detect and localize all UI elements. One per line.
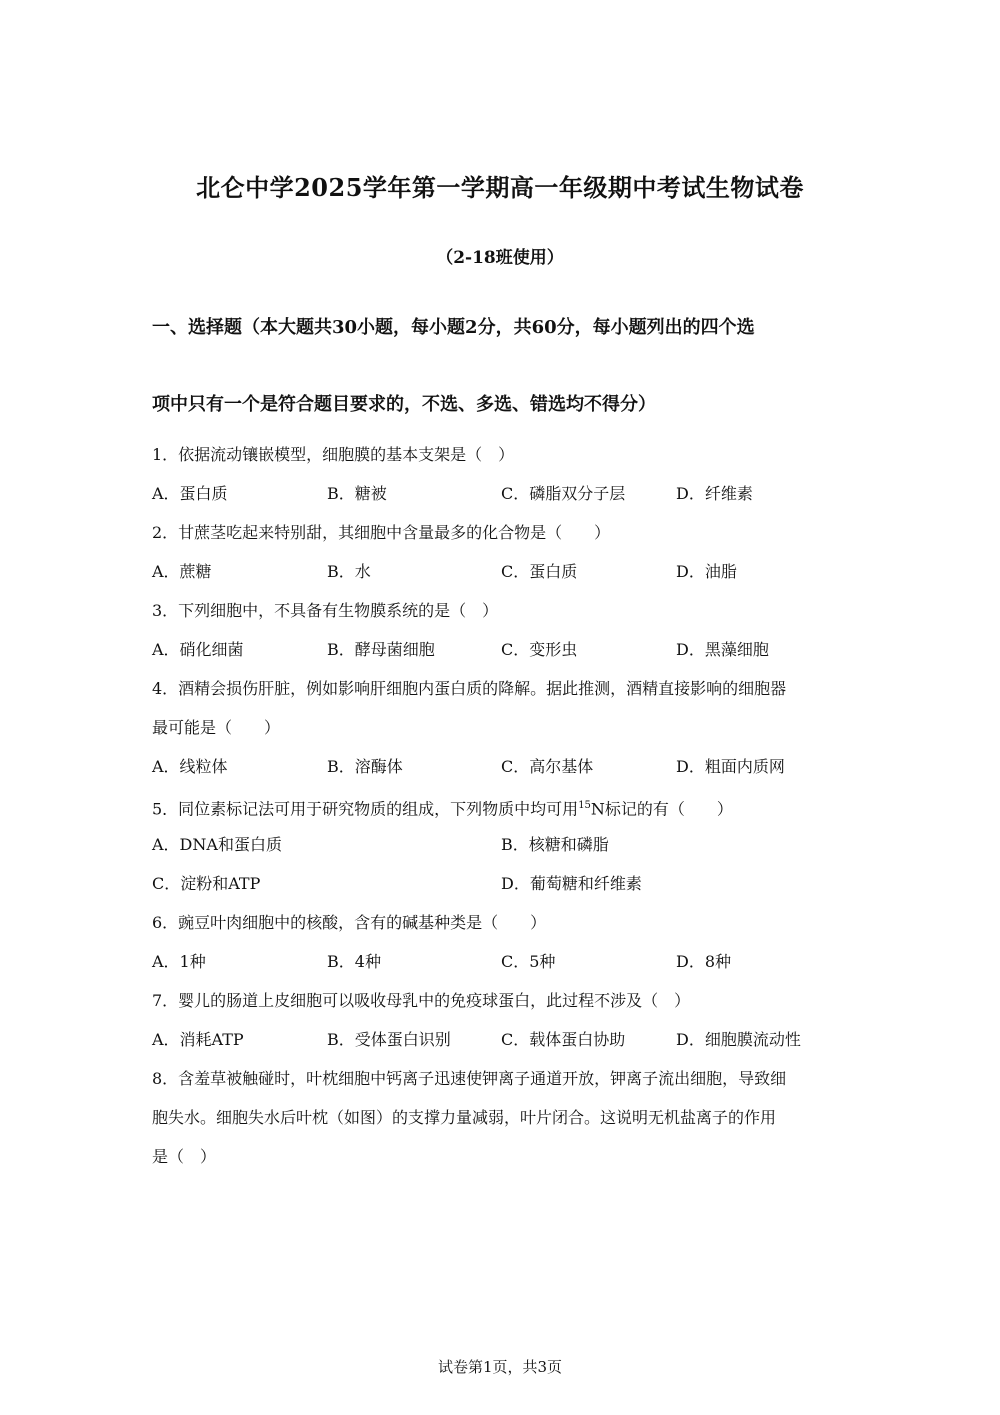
question-1-option-d: D．纤维素 <box>676 484 753 503</box>
question-5-stem-text-end: N标记的有（ ） <box>590 799 733 819</box>
question-3-option-a: A．硝化细菌 <box>152 640 244 659</box>
question-5-stem <box>152 795 852 820</box>
question-8-stem-line-3: 是（ ） <box>152 1147 217 1166</box>
question-5-option-c: C．淀粉和ATP <box>152 874 261 893</box>
question-7-option-b: B．受体蛋白识别 <box>327 1030 451 1049</box>
question-4-option-a: A．线粒体 <box>152 757 228 776</box>
question-7-stem: 7．婴儿的肠道上皮细胞可以吸收母乳中的免疫球蛋白，此过程不涉及（ ） <box>152 991 691 1010</box>
question-5-option-a: A．DNA和蛋白质 <box>152 835 282 854</box>
question-5-options-row-2 <box>152 873 852 895</box>
question-6-option-b: B．4种 <box>327 952 381 971</box>
exam-subtitle: （2-18班使用） <box>436 248 564 268</box>
question-1-option-a: A．蛋白质 <box>152 484 228 503</box>
question-6-options <box>152 951 852 973</box>
question-7-option-d: D．细胞膜流动性 <box>676 1030 801 1049</box>
question-8-stem-line-2: 胞失水。细胞失水后叶枕（如图）的支撑力量减弱，叶片闭合。这说明无机盐离子的作用 <box>152 1108 777 1127</box>
question-3-option-c: C．变形虫 <box>501 640 578 659</box>
question-3-stem: 3．下列细胞中，不具备有生物膜系统的是（ ） <box>152 601 499 620</box>
question-3-option-d: D．黑藻细胞 <box>676 640 769 659</box>
question-2-option-a: A．蔗糖 <box>152 562 212 581</box>
question-2-stem: 2．甘蔗茎吃起来特别甜，其细胞中含量最多的化合物是（ ） <box>152 523 611 542</box>
question-1-option-b: B．糖被 <box>327 484 387 503</box>
isotope-mass-number: 15 <box>578 800 591 811</box>
question-7-option-a: A．消耗ATP <box>152 1030 244 1049</box>
question-2-option-c: C．蛋白质 <box>501 562 578 581</box>
question-4-stem-line-2: 最可能是（ ） <box>152 718 281 737</box>
question-6-option-a: A．1种 <box>152 952 206 971</box>
question-8-stem-line-1: 8．含羞草被触碰时，叶枕细胞中钙离子迅速使钾离子通道开放，钾离子流出细胞，导致细 <box>152 1069 787 1088</box>
question-5-options-row-1 <box>152 834 852 856</box>
question-5-option-b: B．核糖和磷脂 <box>501 835 609 854</box>
question-1-option-c: C．磷脂双分子层 <box>501 484 626 503</box>
page-footer: 试卷第1页，共3页 <box>437 1358 563 1376</box>
question-4-option-d: D．粗面内质网 <box>676 757 785 776</box>
question-6-option-c: C．5种 <box>501 952 556 971</box>
question-1-options <box>152 483 852 505</box>
question-5-stem-text: 5．同位素标记法可用于研究物质的组成，下列物质中均可用 <box>152 799 579 819</box>
question-7-options <box>152 1029 852 1051</box>
question-3-options <box>152 639 852 661</box>
question-4-options <box>152 756 852 778</box>
question-4-option-b: B．溶酶体 <box>327 757 403 776</box>
question-4-option-c: C．高尔基体 <box>501 757 594 776</box>
exam-title: 北仑中学2025学年第一学期高一年级期中考试生物试卷 <box>196 173 804 202</box>
question-5-option-d: D．葡萄糖和纤维素 <box>501 874 642 893</box>
question-4-stem-line-1: 4．酒精会损伤肝脏，例如影响肝细胞内蛋白质的降解。据此推测，酒精直接影响的细胞器 <box>152 679 787 698</box>
question-2-option-b: B．水 <box>327 562 371 581</box>
question-1-stem: 1．依据流动镶嵌模型，细胞膜的基本支架是（ ） <box>152 445 515 464</box>
question-2-options <box>152 561 852 583</box>
question-6-option-d: D．8种 <box>676 952 732 971</box>
question-6-stem: 6．豌豆叶肉细胞中的核酸，含有的碱基种类是（ ） <box>152 913 547 932</box>
question-3-option-b: B．酵母菌细胞 <box>327 640 435 659</box>
section-heading-line-1: 一、选择题（本大题共30小题，每小题2分，共60分，每小题列出的四个选 <box>152 317 755 338</box>
question-2-option-d: D．油脂 <box>676 562 737 581</box>
question-7-option-c: C．载体蛋白协助 <box>501 1030 626 1049</box>
section-heading-line-2: 项中只有一个是符合题目要求的，不选、多选、错选均不得分） <box>152 394 656 415</box>
